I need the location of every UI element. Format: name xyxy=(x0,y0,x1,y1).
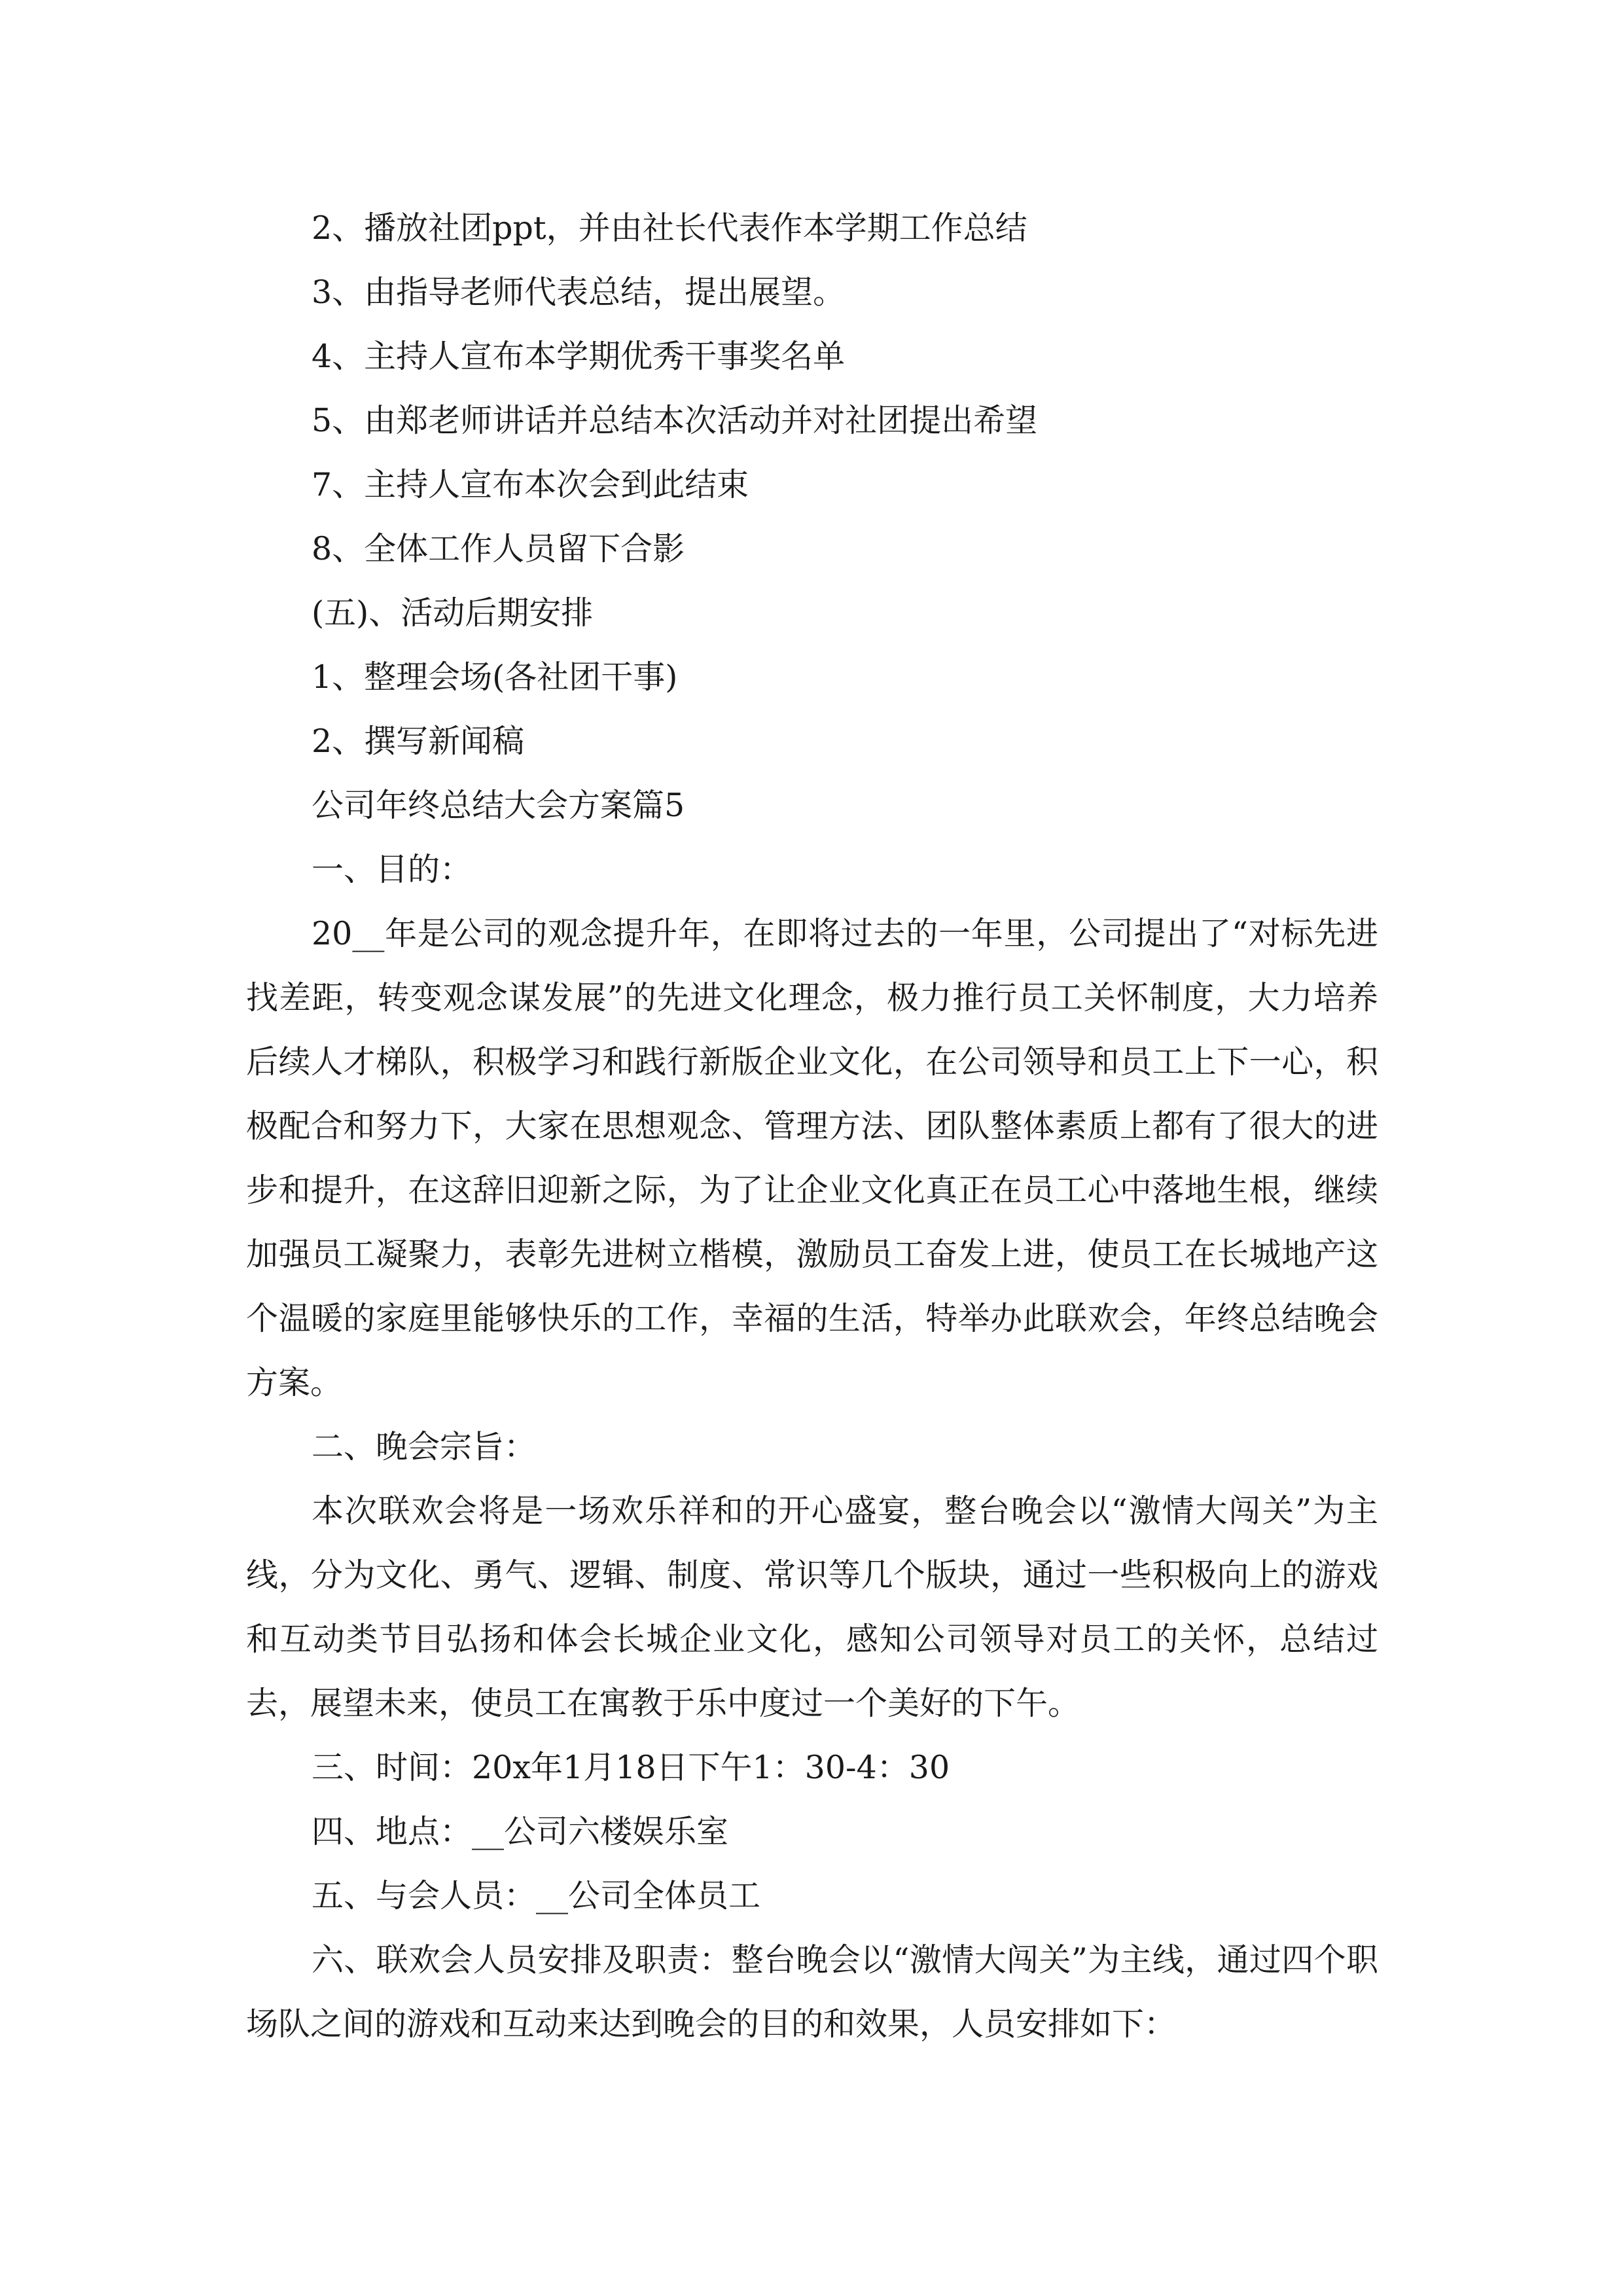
theme-paragraph: 本次联欢会将是一场欢乐祥和的开心盛宴，整台晚会以“激情大闯关”为主线，分为文化、勇气、逻辑、制度、常识等几个版块，通过一些积极向上的游戏和互动类节目弘扬和体会长城企业文化，感知公司领导对员工的关怀，总结过去，展望未来，使员工在寓教于乐中度过一个美好的下午。 xyxy=(246,1492,1378,1722)
agenda-item-5: 5、由郑老师讲话并总结本次活动并对社团提出希望 xyxy=(312,402,1038,439)
agenda-item-2: 2、播放社团ppt，并由社长代表作本学期工作总结 xyxy=(312,209,1027,247)
agenda-item-4: 4、主持人宣布本学期优秀干事奖名单 xyxy=(312,338,846,375)
time-line: 三、时间：20x年1月18日下午1：30-4：30 xyxy=(312,1749,950,1786)
section-heading-purpose: 一、目的： xyxy=(312,851,473,888)
post-item-2: 2、撰写新闻稿 xyxy=(312,723,525,760)
agenda-item-7: 7、主持人宣布本次会到此结束 xyxy=(312,466,749,503)
post-item-1: 1、整理会场(各社团干事) xyxy=(312,658,678,696)
place-line: 四、地点：__公司六楼娱乐室 xyxy=(312,1813,729,1850)
section-heading-theme: 二、晚会宗旨： xyxy=(312,1428,537,1465)
staff-paragraph: 六、联欢会人员安排及职责：整台晚会以“激情大闯关”为主线，通过四个职场队之间的游戏和互动来达到晚会的目的和效果，人员安排如下： xyxy=(246,1941,1378,2043)
attendees-line: 五、与会人员：__公司全体员工 xyxy=(312,1877,761,1914)
purpose-paragraph: 20__年是公司的观念提升年，在即将过去的一年里，公司提出了“对标先进找差距，转变观念谋发展”的先进文化理念，极力推行员工关怀制度，大力培养后续人才梯队，积极学习和践行新版企业文化，在公司领导和员工上下一心，积极配合和努力下，大家在思想观念、管理方法、团队整体素质上都有了很大的进步和提升，在这辞旧迎新之际，为了让企业文化真正在员工心中落地生根，继续加强员工凝聚力，表彰先进树立楷模，激励员工奋发上进，使员工在长城地产这个温暖的家庭里能够快乐的工作，幸福的生活，特举办此联欢会，年终总结晚会方案。 xyxy=(246,915,1378,1401)
agenda-item-8: 8、全体工作人员留下合影 xyxy=(312,530,685,567)
document-body xyxy=(246,196,1378,2056)
document-title-5: 公司年终总结大会方案篇5 xyxy=(312,787,685,824)
agenda-item-3: 3、由指导老师代表总结，提出展望。 xyxy=(312,274,846,311)
section-heading-post-activity: (五)、活动后期安排 xyxy=(312,594,594,632)
